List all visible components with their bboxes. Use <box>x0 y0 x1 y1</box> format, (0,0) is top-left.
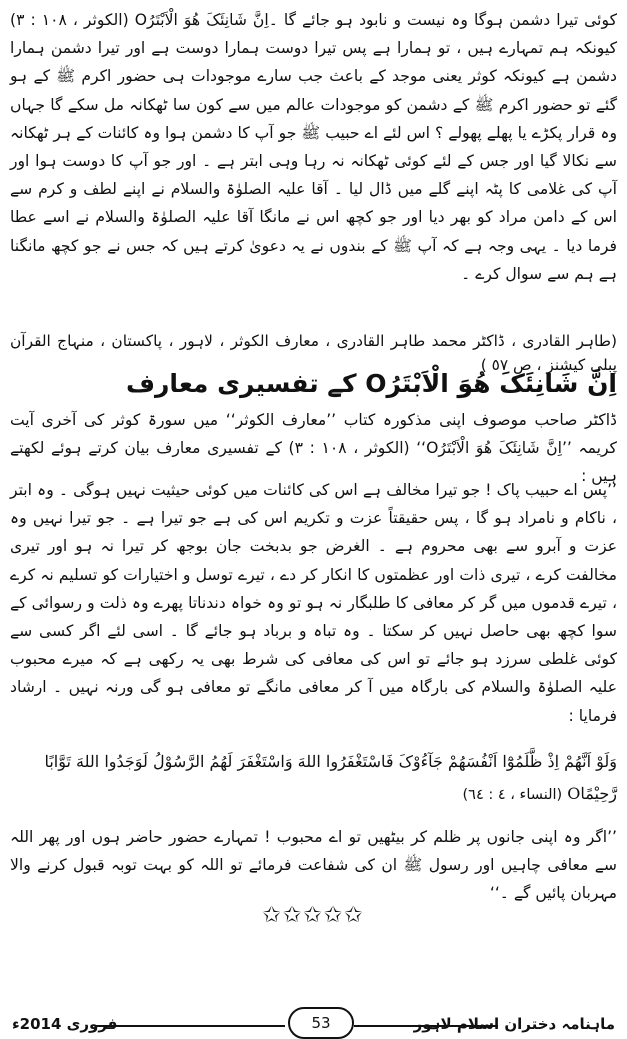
quran-verse-reference: (النساء ، ٤ : ٦٤) <box>462 787 563 803</box>
section-heading: اِنَّ شَانِئَکَ ھُوَ الْاَبْتَرُO کے تفسیری معارف <box>126 369 617 398</box>
quran-verse-text: وَلَوْ اَنَّھُمْ اِذْ ظَّلَمُوْٓا اَنْفُسَھُمْ جَآءُوْکَ فَاسْتَغْفَرُوا اللهَ وَاسْتَغْفَرَ لَھُمُ الرَّسُوْلُ لَوَجَدُوا اللهَ تَوَّابًا رَّحِیْمًاO <box>44 752 617 803</box>
body-paragraph-3: ’’پس اے حبیب پاک ! جو تیرا مخالف ہے اس کی کائنات میں کوئی حیثیت نہیں ہوگی ۔ وہ ابتر ، ناکام و نامراد ہو گا ، پس حقیقتاً عزت و تکریم اس کی ہے جو تیرا ہے ۔ جو تیرا نہیں وہ عزت و آبرو سے بھی محروم ہے ۔ الغرض جو بدبخت جان بوجھ کر تیرا نہ ہو اور تیری مخالفت کرے ، تیری ذات اور عظمتوں کا انکار کر دے ، تیرے توسل و اختیارات کو تسلیم نہ کرے ، تیرے قدموں میں گر کر معافی کا طلبگار نہ ہو تو وہ خواہ دندناتا پھرے وہ ذلت و رسوائی کے سوا کچھ بھی حاصل نہیں کر سکتا ۔ وہ تباہ و برباد ہو جائے گا ۔ اسی لئے اگر کسی سے کوئی غلطی سرزد ہو جائے تو اس کی معافی کی شرط بھی یہ رکھی ہے کہ میرے محبوب علیہ الصلوٰۃ والسلام کی بارگاہ میں آ کر معافی مانگے تو معافی ہو گی ورنہ نہیں ۔ ارشاد فرمایا : <box>10 481 617 725</box>
issue-date: فروری 2014ء <box>12 1015 118 1033</box>
page-number: 53 <box>288 1007 354 1039</box>
body-paragraph-2: ڈاکٹر صاحب موصوف اپنی مذکورہ کتاب ’’معارف الکوثر‘‘ میں سورۃ کوثر کی آخری آیت کریمہ ’’اِنَّ شَانِئَکَ ھُوَ الْاَبْتَرُO‘‘ (الکوثر ، ١٠٨ : ٣) کے تفسیری معارف بیان کرتے ہوئے لکھتے ہیں : <box>10 411 617 486</box>
quran-verse <box>10 746 617 811</box>
separator-stars: ✩✩✩✩✩ <box>262 903 365 928</box>
article-page <box>10 6 617 1006</box>
footer-rule-left <box>95 1025 285 1027</box>
body-paragraph-4: ’’اگر وہ اپنی جانوں پر ظلم کر بیٹھیں تو اے محبوب ! تمہارے حضور حاضر ہوں اور پھر اللہ سے معافی چاہیں اور رسول ﷺ ان کی شفاعت فرمائے تو اللہ کو بہت توبہ قبول کرنے والا مہربان پائیں گے ۔‘‘ <box>10 828 617 903</box>
page-footer <box>0 1005 627 1039</box>
reference-citation: (طاہر القادری ، ڈاکٹر محمد طاہر القادری ، معارف الکوثر ، لاہور ، پاکستان ، منہاج القرآن پبلی کیشنز ، ص ٥٧ ) <box>10 332 617 374</box>
magazine-name: ماہنامہ دختران اسلام لاہور <box>413 1015 615 1033</box>
body-paragraph-1: کوئی تیرا دشمن ہوگا وہ نیست و نابود ہو جائے گا ۔اِنَّ شَانِئَکَ ھُوَ الْاَبْتَرُO (الکوثر ، ١٠٨ : ٣) کیونکہ ہم تمہارے ہیں ، تو ہمارا ہے پس تیرا دوست ہمارا دوست ہے اور تیرا دشمن ہمارا دشمن ہے کیونکہ کوثر یعنی موجد کے باعث جب سارے موجودات ہی حضور اکرم ﷺ کے ہو گئے تو حضور اکرم ﷺ کے دشمن کو موجودات عالم میں سے کون سا ٹھکانہ مل سکے گا جہاں وہ قرار پکڑے یا پھلے پھولے ؟ اس لئے اے حبیب ﷺ جو آپ کا دشمن ہوا وہ کائنات کے ہر ٹھکانہ سے نکالا گیا اور جس کے لئے کوئی ٹھکانہ نہ رہا وہی ابتر ہے ۔ اور جو آپ کا دوست ہوا اور آپ کی غلامی کا پٹہ اپنے گلے میں ڈال لیا ۔ آقا علیہ الصلوٰۃ والسلام نے اپنے لطف و کرم سے اس کے دامن مراد کو بھر دیا اور جو کچھ اس نے مانگا آقا علیہ الصلوٰۃ والسلام نے اسے عطا فرما دیا ۔ یہی وجہ ہے کہ آپ ﷺ کے بندوں نے یہ دعویٰ کرتے ہیں کہ جس نے جو کچھ مانگنا ہے ہم سے سوال کرے ۔ <box>10 11 617 283</box>
